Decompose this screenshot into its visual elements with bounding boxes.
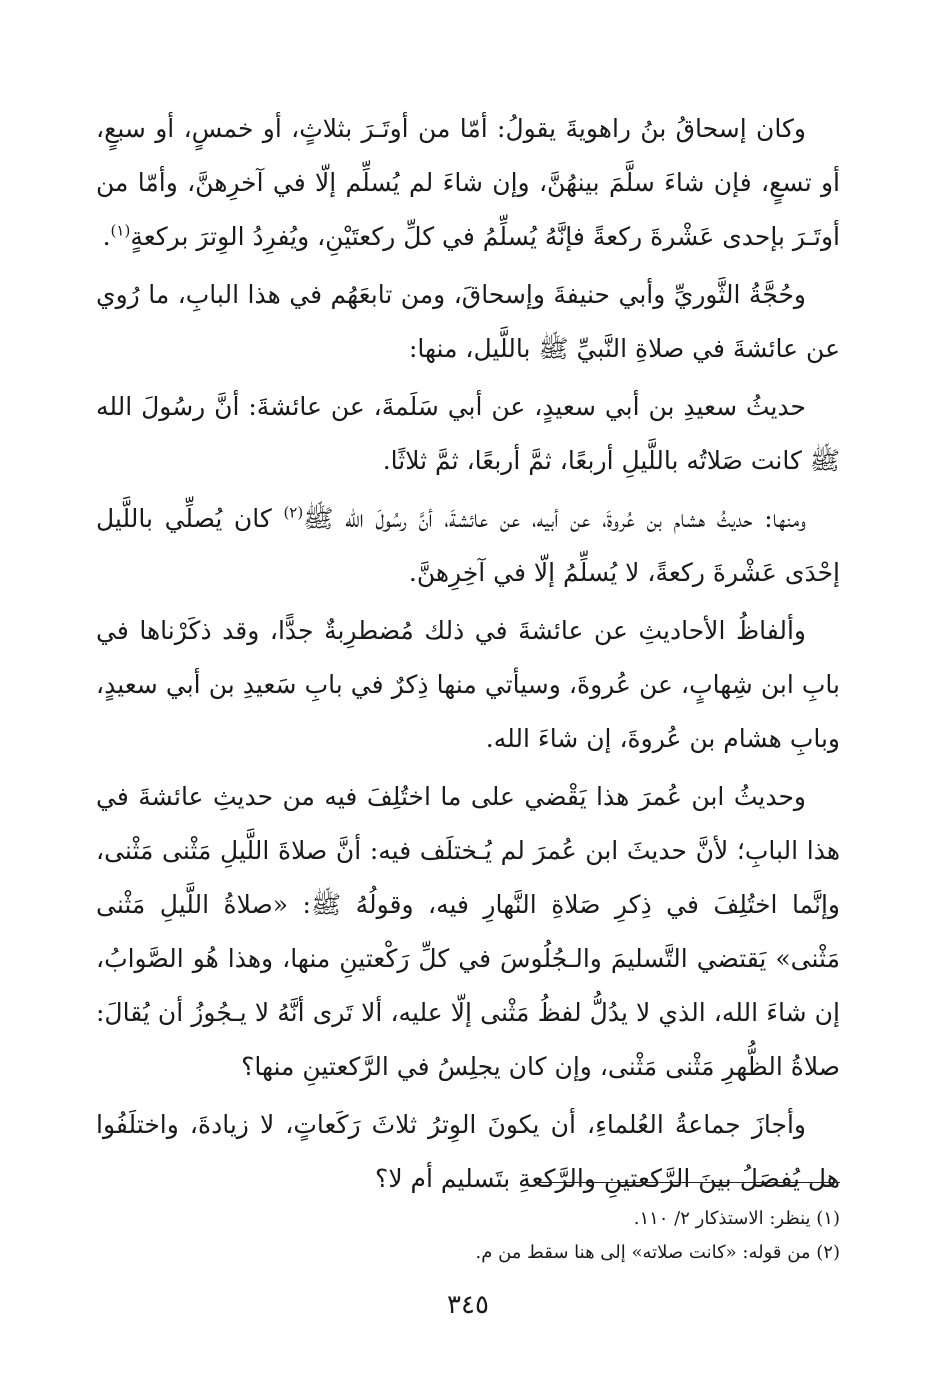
footnotes <box>96 1202 840 1270</box>
paragraph-1 <box>96 102 840 264</box>
paragraph-7: وأجازَ جماعةُ العُلماءِ، أن يكونَ الوِترُ ثلاثَ رَكَعاتٍ، لا زيادةَ، واختلَفُوا هل يُفصَلُ بينَ الرَّكعتينِ والرَّكعةِ بتَسليم أم لا؟ <box>96 1110 840 1193</box>
paragraph-6: وحديثُ ابن عُمرَ هذا يَقْضي على ما اختُلِفَ فيه من حديثِ عائشةَ في هذا البابِ؛ لأنَّ حديثَ ابن عُمرَ لم يُـختلَف فيه: أنَّ صلاةَ اللَّيلِ مَثْنى مَثْنى، وإنَّما اختُلِفَ في ذِكرِ صَلاةِ النَّهارِ فيه، وقولُهُ ﷺ: «صلاةُ اللَّيلِ مَثْنى مَثْنى» يَقتضي التَّسليمَ والـجُلُوسَ في كلِّ رَكْعتينِ منها، وهذا هُو الصَّوابُ، إن شاءَ الله، الذي لا يدُلُّ لفظُ مَثْنى إلّا عليه، ألا تَرى أنَّهُ لا يـجُوزُ أن يُقالَ: صلاةُ الظُّهرِ مَثْنى مَثْنى، وإن كان يجلِسُ في الرَّكعتينِ منها؟ <box>96 782 840 1081</box>
footnote-2: (٢) من قوله: «كانت صلاته» إلى هنا سقط من م. <box>475 1242 840 1263</box>
book-page <box>96 102 840 1342</box>
paragraph-4 <box>96 492 840 600</box>
footnote-1: (١) ينظر: الاستذكار ٢/ ١١٠. <box>633 1208 840 1229</box>
footnote-ref-2: (٢) <box>283 503 304 522</box>
paragraph-tail: كان يُصلِّي باللَّيل إحْدَى عَشْرةَ ركعةً، لا يُسلِّمُ إلّا في آخِرِهنَّ. <box>96 504 840 587</box>
paragraph-text: وكان إسحاقُ بنُ راهويةَ يقولُ: أمّا من أوتَـرَ بثلاثٍ، أو خمسٍ، أو سبعٍ، أو تسعٍ، فإن شاءَ سلَّمَ بينهُنَّ، وإن شاءَ لم يُسلِّم إلّا في آخرِهنَّ، وأمّا من أوتَـرَ بإحدى عَشْرةَ ركعةً فإنَّهُ يُسلِّمُ في كلِّ ركعتَيْنِ، ويُفرِدُ الوِترَ بركعةٍ <box>96 114 840 251</box>
paragraph-tail: . <box>102 222 111 251</box>
paragraph-3: حديثُ سعيدِ بن أبي سعيدٍ، عن أبي سَلَمةَ، عن عائشةَ: أنَّ رسُولَ الله ﷺ كانت صَلاتُه باللَّيلِ أربعًا، ثمَّ أربعًا، ثمَّ ثلاثًا. <box>96 392 840 475</box>
paragraph-5: وألفاظُ الأحاديثِ عن عائشةَ في ذلك مُضطرِبةٌ جدًّا، وقد ذكَرْناها في بابِ ابن شِهابٍ، عن عُروةَ، وسيأتي منها ذِكرٌ في بابِ سَعيدِ بن أبي سعيدٍ، وبابِ هشام بن عُروةَ، إن شاءَ الله. <box>96 616 840 753</box>
page-number: ٣٤٥ <box>447 1290 489 1320</box>
footnote-ref-1: (١) <box>110 221 131 240</box>
paragraph-2: وحُجَّةُ الثَّوريِّ وأبي حنيفةَ وإسحاقَ، ومن تابعَهُم في هذا البابِ، ما رُوي عن عائشةَ في صلاةِ النَّبيِّ ﷺ باللَّيل، منها: <box>96 280 840 363</box>
main-text <box>96 102 840 1210</box>
footnote-separator <box>540 1182 840 1183</box>
paragraph-text: ومنها: حديثُ هشام بن عُروةَ، عن أبيه، عن عائشةَ، أنَّ رسُولَ الله ﷺ <box>303 504 806 533</box>
